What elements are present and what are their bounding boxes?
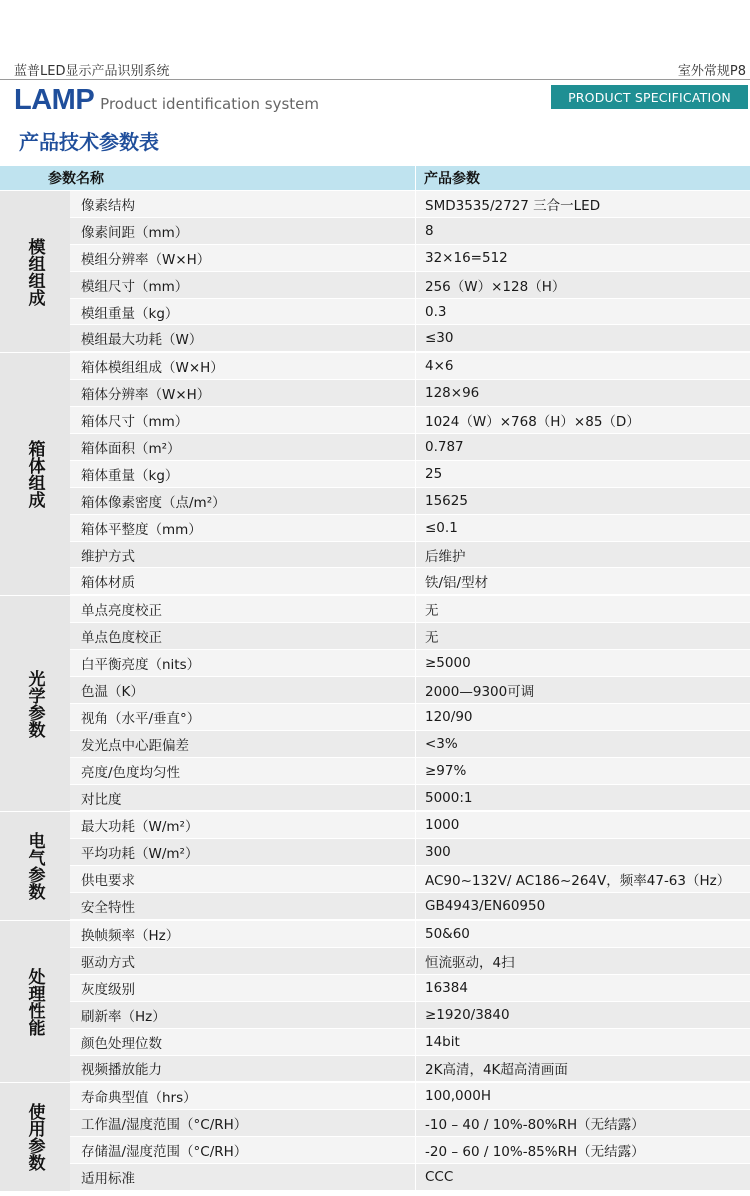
table-row (70, 1164, 750, 1191)
table-row (70, 704, 750, 731)
group-label-cell (0, 191, 70, 352)
table-row (70, 245, 750, 272)
param-value: ≤0.1 (415, 515, 750, 541)
param-value: 120/90 (415, 704, 750, 730)
table-row (70, 1056, 750, 1083)
param-value: 恒流驱动，4扫 (415, 948, 750, 974)
group-label: 箱体组成 (24, 440, 45, 509)
param-value: -20 – 60 / 10%-85%RH（无结露） (415, 1137, 750, 1163)
column-header-value: 产品参数 (415, 166, 750, 190)
table-row (70, 1137, 750, 1164)
param-value: 128×96 (415, 380, 750, 406)
table-row (70, 650, 750, 677)
product-specification-badge: PRODUCT SPECIFICATION (551, 85, 748, 109)
param-name: 最大功耗（W/m²） (81, 819, 199, 836)
brand-tagline: Product identification system (100, 95, 319, 113)
top-header-bar (0, 54, 750, 80)
top-whitespace (0, 0, 750, 54)
param-name: 供电要求 (81, 873, 135, 890)
param-name: 箱体像素密度（点/m²） (81, 494, 226, 511)
param-name: 像素间距（mm） (81, 224, 189, 241)
param-value: 4×6 (415, 353, 750, 379)
param-value: 14bit (415, 1029, 750, 1055)
column-header-name: 参数名称 (48, 171, 104, 187)
spec-group (0, 596, 750, 812)
param-value: 1000 (415, 812, 750, 838)
table-row (70, 568, 750, 595)
param-name: 灰度级别 (81, 981, 135, 998)
param-value: 256（W）×128（H） (415, 272, 750, 298)
table-row (70, 515, 750, 542)
param-name: 亮度/色度均匀性 (81, 764, 181, 781)
table-row (70, 921, 750, 948)
group-rows (70, 353, 750, 595)
group-rows (70, 191, 750, 352)
table-row (70, 488, 750, 515)
param-value: SMD3535/2727 三合一LED (415, 191, 750, 217)
table-row (70, 975, 750, 1002)
param-value: 无 (415, 596, 750, 622)
table-row (70, 948, 750, 975)
group-label-cell (0, 353, 70, 595)
param-value: 1024（W）×768（H）×85（D） (415, 407, 750, 433)
param-value: 5000:1 (415, 785, 750, 811)
param-name: 对比度 (81, 791, 122, 808)
table-row (70, 731, 750, 758)
param-value: ≤30 (415, 325, 750, 351)
table-row (70, 434, 750, 461)
param-value: 100,000H (415, 1083, 750, 1109)
group-rows (70, 921, 750, 1082)
table-body (0, 191, 750, 1192)
param-value: 0.787 (415, 434, 750, 460)
group-label-cell (0, 596, 70, 811)
param-name: 模组最大功耗（W） (81, 332, 203, 349)
param-name: 视角（水平/垂直°） (81, 710, 201, 727)
param-name: 平均功耗（W/m²） (81, 846, 199, 863)
table-row (70, 218, 750, 245)
table-header (0, 166, 750, 191)
spec-group (0, 353, 750, 596)
param-name: 颜色处理位数 (81, 1035, 162, 1052)
param-name: 工作温/湿度范围（°C/RH） (81, 1117, 248, 1134)
param-value: CCC (415, 1164, 750, 1190)
param-name: 安全特性 (81, 900, 135, 917)
param-value: 50&60 (415, 921, 750, 947)
param-name: 箱体面积（m²） (81, 440, 181, 457)
param-value: 25 (415, 461, 750, 487)
group-rows (70, 1083, 750, 1191)
page-title: 产品技术参数表 (19, 130, 159, 154)
group-label: 电气参数 (24, 832, 45, 901)
param-name: 单点亮度校正 (81, 603, 162, 620)
param-name: 寿命典型值（hrs） (81, 1090, 197, 1107)
table-row (70, 1083, 750, 1110)
param-value: <3% (415, 731, 750, 757)
table-row (70, 1110, 750, 1137)
group-label: 使用参数 (24, 1103, 45, 1172)
param-name: 箱体分辨率（W×H） (81, 387, 211, 404)
group-label: 光学参数 (24, 669, 45, 738)
spec-table (0, 166, 750, 1192)
system-title: 蓝普LED显示产品识别系统 (14, 64, 170, 79)
table-row (70, 596, 750, 623)
table-row (70, 785, 750, 812)
table-row (70, 623, 750, 650)
spec-group (0, 921, 750, 1083)
param-value: -10 – 40 / 10%-80%RH（无结露） (415, 1110, 750, 1136)
table-row (70, 1002, 750, 1029)
group-label-cell (0, 812, 70, 920)
param-value: 300 (415, 839, 750, 865)
table-row (70, 407, 750, 434)
param-name: 箱体平整度（mm） (81, 521, 202, 538)
param-name: 箱体模组组成（W×H） (81, 360, 224, 377)
param-value: 2000—9300可调 (415, 677, 750, 703)
param-name: 箱体重量（kg） (81, 467, 179, 484)
param-value: ≥5000 (415, 650, 750, 676)
table-row (70, 1029, 750, 1056)
group-label: 模组组成 (24, 237, 45, 306)
group-rows (70, 596, 750, 811)
param-name: 维护方式 (81, 548, 135, 565)
table-row (70, 839, 750, 866)
table-row (70, 272, 750, 299)
param-value: 15625 (415, 488, 750, 514)
param-value: 8 (415, 218, 750, 244)
param-value: 后维护 (415, 542, 750, 568)
group-rows (70, 812, 750, 920)
param-name: 模组尺寸（mm） (81, 278, 189, 295)
param-value: 无 (415, 623, 750, 649)
table-row (70, 325, 750, 352)
table-row (70, 866, 750, 893)
param-value: AC90~132V/ AC186~264V，频率47-63（Hz） (415, 866, 750, 892)
lamp-logo: LAMP (14, 84, 95, 116)
param-name: 发光点中心距偏差 (81, 737, 189, 754)
table-row (70, 353, 750, 380)
group-label-cell (0, 1083, 70, 1191)
param-name: 像素结构 (81, 197, 135, 214)
table-row (70, 299, 750, 326)
table-row (70, 893, 750, 920)
param-name: 箱体材质 (81, 575, 135, 592)
table-row (70, 461, 750, 488)
brand (14, 84, 319, 114)
spec-group (0, 812, 750, 921)
table-row (70, 542, 750, 569)
group-label: 处理性能 (24, 967, 45, 1036)
param-name: 存储温/湿度范围（°C/RH） (81, 1144, 248, 1161)
param-value: GB4943/EN60950 (415, 893, 750, 919)
spec-group (0, 1083, 750, 1192)
param-name: 换帧频率（Hz） (81, 927, 180, 944)
param-value: 32×16=512 (415, 245, 750, 271)
param-name: 模组分辨率（W×H） (81, 251, 211, 268)
param-value: ≥1920/3840 (415, 1002, 750, 1028)
param-value: 铁/铝/型材 (415, 568, 750, 594)
param-name: 白平衡亮度（nits） (81, 657, 201, 674)
param-value: 16384 (415, 975, 750, 1001)
product-model: 室外常规P8 (677, 64, 746, 79)
spec-group (0, 191, 750, 353)
param-name: 刷新率（Hz） (81, 1008, 166, 1025)
param-name: 模组重量（kg） (81, 305, 179, 322)
table-row (70, 191, 750, 218)
param-name: 色温（K） (81, 683, 144, 700)
param-name: 视频播放能力 (81, 1062, 162, 1079)
table-row (70, 677, 750, 704)
param-value: ≥97% (415, 758, 750, 784)
param-name: 适用标准 (81, 1171, 135, 1187)
table-row (70, 380, 750, 407)
param-name: 单点色度校正 (81, 630, 162, 647)
param-value: 0.3 (415, 299, 750, 325)
table-row (70, 812, 750, 839)
param-value: 2K高清，4K超高清画面 (415, 1056, 750, 1082)
table-row (70, 758, 750, 785)
param-name: 驱动方式 (81, 954, 135, 971)
group-label-cell (0, 921, 70, 1082)
param-name: 箱体尺寸（mm） (81, 414, 189, 431)
